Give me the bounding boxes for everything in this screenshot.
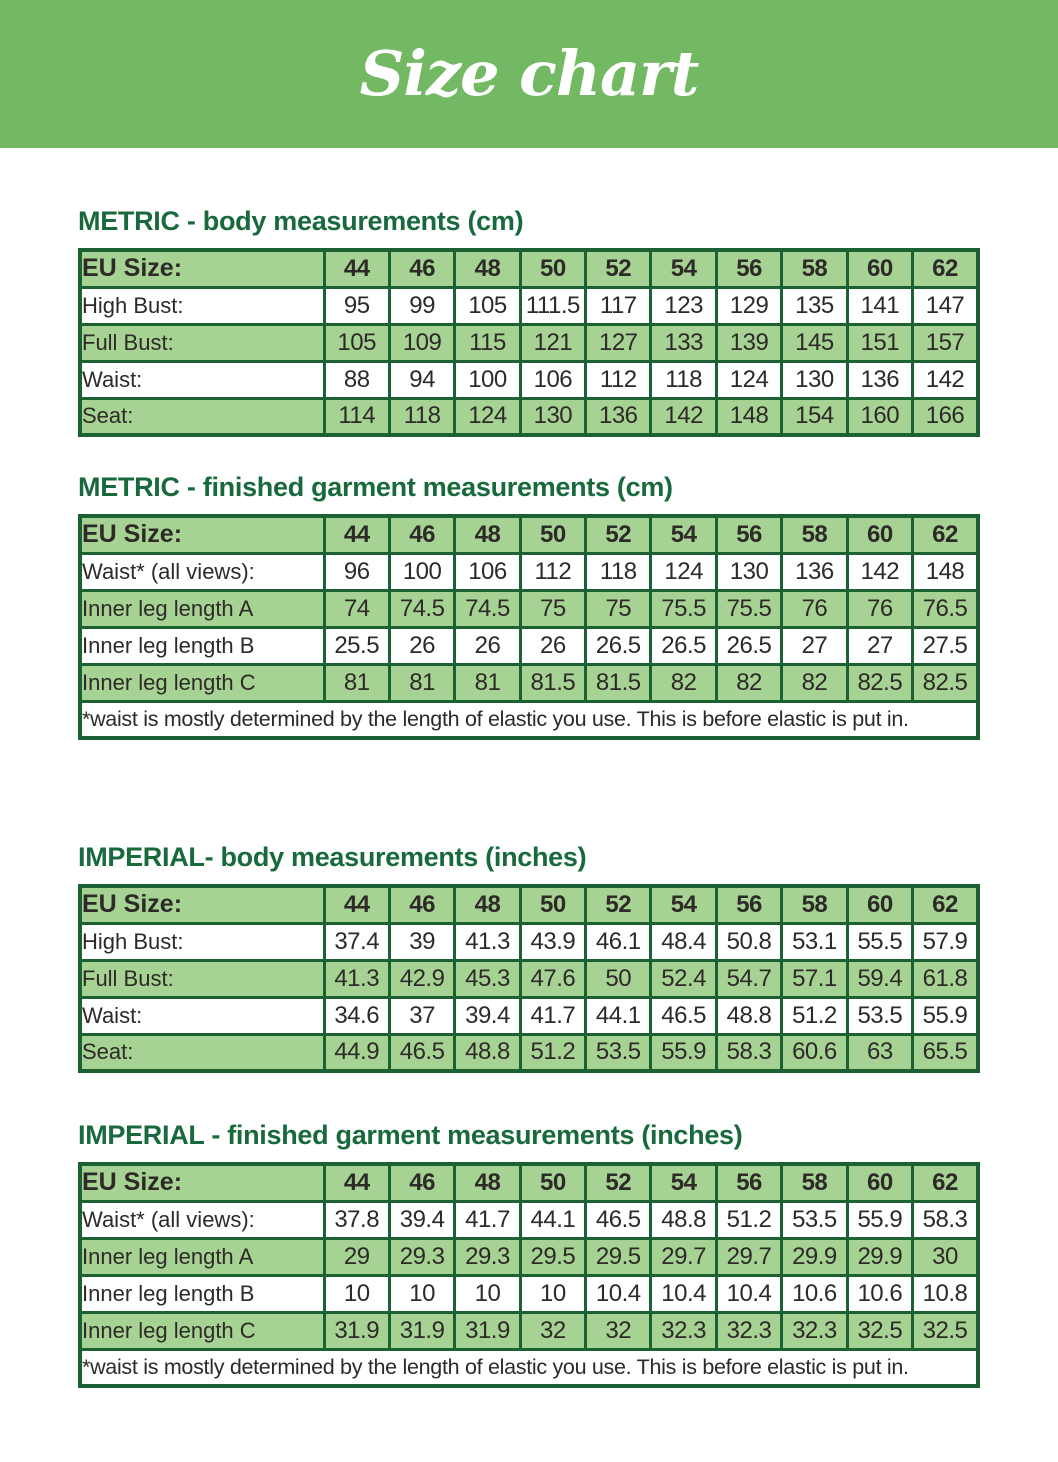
eu-size-value: 58 — [782, 250, 847, 287]
measurement-value: 32 — [586, 1312, 651, 1349]
measurement-value: 114 — [324, 398, 389, 435]
eu-size-value: 60 — [847, 516, 912, 553]
eu-size-value: 62 — [913, 886, 978, 923]
measurement-value: 10 — [324, 1275, 389, 1312]
measurement-row-label: Full Bust: — [80, 960, 324, 997]
eu-size-value: 50 — [520, 1164, 585, 1201]
header-banner — [0, 0, 1058, 148]
eu-size-value: 54 — [651, 250, 716, 287]
measurement-value: 123 — [651, 287, 716, 324]
measurement-value: 29.7 — [716, 1238, 781, 1275]
footnote-text: *waist is mostly determined by the length of elastic you use. This is before elastic is put in. — [80, 1349, 978, 1386]
measurement-value: 76 — [782, 590, 847, 627]
measurement-value: 76 — [847, 590, 912, 627]
measurement-row-label: Full Bust: — [80, 324, 324, 361]
measurement-value: 145 — [782, 324, 847, 361]
measurement-value: 10.6 — [782, 1275, 847, 1312]
measurement-value: 46.5 — [586, 1201, 651, 1238]
table-metric-body — [78, 248, 980, 437]
section-title-imperial-body: IMPERIAL- body measurements (inches) — [78, 842, 587, 872]
eu-size-value: 48 — [455, 516, 520, 553]
measurement-value: 29.9 — [782, 1238, 847, 1275]
measurement-row — [80, 1312, 978, 1349]
measurement-value: 57.9 — [913, 923, 978, 960]
measurement-value: 26.5 — [651, 627, 716, 664]
section-metric-garment — [78, 471, 980, 740]
measurement-value: 57.1 — [782, 960, 847, 997]
eu-size-label: EU Size: — [80, 516, 324, 553]
measurement-value: 44.9 — [324, 1034, 389, 1071]
measurement-value: 127 — [586, 324, 651, 361]
measurement-row — [80, 960, 978, 997]
measurement-row — [80, 553, 978, 590]
measurement-value: 129 — [716, 287, 781, 324]
measurement-value: 32 — [520, 1312, 585, 1349]
measurement-value: 100 — [389, 553, 454, 590]
table-imperial-garment — [78, 1162, 980, 1388]
eu-size-value: 56 — [716, 886, 781, 923]
measurement-value: 81 — [324, 664, 389, 701]
measurement-row — [80, 324, 978, 361]
measurement-row-label: Seat: — [80, 1034, 324, 1071]
measurement-value: 111.5 — [520, 287, 585, 324]
measurement-value: 82 — [716, 664, 781, 701]
section-imperial-body — [78, 841, 980, 1073]
eu-size-value: 46 — [389, 1164, 454, 1201]
measurement-row-label: Seat: — [80, 398, 324, 435]
measurement-row — [80, 590, 978, 627]
measurement-row-label: Waist: — [80, 997, 324, 1034]
measurement-value: 147 — [913, 287, 978, 324]
eu-size-value: 44 — [324, 1164, 389, 1201]
eu-size-value: 60 — [847, 1164, 912, 1201]
measurement-value: 10 — [455, 1275, 520, 1312]
measurement-value: 41.3 — [455, 923, 520, 960]
measurement-value: 105 — [455, 287, 520, 324]
measurement-row-label: Waist* (all views): — [80, 1201, 324, 1238]
measurement-value: 30 — [913, 1238, 978, 1275]
measurement-value: 55.9 — [913, 997, 978, 1034]
eu-size-value: 44 — [324, 886, 389, 923]
eu-size-header-row — [80, 886, 978, 923]
measurement-value: 142 — [847, 553, 912, 590]
measurement-value: 82 — [782, 664, 847, 701]
measurement-value: 46.5 — [651, 997, 716, 1034]
measurement-row-label: Inner leg length A — [80, 1238, 324, 1275]
measurement-value: 112 — [520, 553, 585, 590]
measurement-value: 130 — [716, 553, 781, 590]
measurement-value: 95 — [324, 287, 389, 324]
measurement-row-label: Waist: — [80, 361, 324, 398]
eu-size-value: 60 — [847, 886, 912, 923]
eu-size-value: 56 — [716, 516, 781, 553]
eu-size-value: 46 — [389, 886, 454, 923]
measurement-value: 26 — [389, 627, 454, 664]
measurement-value: 37 — [389, 997, 454, 1034]
section-metric-body — [78, 205, 980, 437]
measurement-value: 50 — [586, 960, 651, 997]
measurement-value: 148 — [913, 553, 978, 590]
measurement-value: 133 — [651, 324, 716, 361]
table-metric-garment — [78, 514, 980, 740]
measurement-value: 32.3 — [782, 1312, 847, 1349]
measurement-value: 58.3 — [913, 1201, 978, 1238]
measurement-value: 10.4 — [586, 1275, 651, 1312]
measurement-value: 142 — [913, 361, 978, 398]
measurement-value: 32.3 — [716, 1312, 781, 1349]
measurement-value: 27 — [847, 627, 912, 664]
measurement-value: 105 — [324, 324, 389, 361]
measurement-value: 99 — [389, 287, 454, 324]
eu-size-value: 56 — [716, 250, 781, 287]
measurement-row-label: Inner leg length C — [80, 1312, 324, 1349]
table-imperial-body — [78, 884, 980, 1073]
measurement-value: 29.3 — [455, 1238, 520, 1275]
measurement-value: 59.4 — [847, 960, 912, 997]
section-imperial-garment — [78, 1119, 980, 1388]
measurement-value: 135 — [782, 287, 847, 324]
measurement-value: 29.7 — [651, 1238, 716, 1275]
eu-size-value: 44 — [324, 250, 389, 287]
measurement-value: 29.9 — [847, 1238, 912, 1275]
measurement-value: 46.1 — [586, 923, 651, 960]
measurement-value: 48.8 — [716, 997, 781, 1034]
measurement-row — [80, 923, 978, 960]
measurement-value: 53.5 — [586, 1034, 651, 1071]
eu-size-value: 62 — [913, 516, 978, 553]
measurement-value: 26.5 — [586, 627, 651, 664]
measurement-value: 10.8 — [913, 1275, 978, 1312]
eu-size-value: 50 — [520, 516, 585, 553]
measurement-row — [80, 664, 978, 701]
measurement-value: 55.9 — [651, 1034, 716, 1071]
measurement-value: 61.8 — [913, 960, 978, 997]
measurement-value: 151 — [847, 324, 912, 361]
eu-size-value: 58 — [782, 886, 847, 923]
measurement-value: 106 — [455, 553, 520, 590]
section-title-imperial-garment: IMPERIAL - finished garment measurements (inches) — [78, 1120, 743, 1150]
footnote-row — [80, 701, 978, 738]
measurement-value: 27.5 — [913, 627, 978, 664]
measurement-value: 81 — [455, 664, 520, 701]
measurement-value: 32.5 — [847, 1312, 912, 1349]
measurement-value: 81.5 — [520, 664, 585, 701]
measurement-value: 39.4 — [389, 1201, 454, 1238]
measurement-value: 136 — [847, 361, 912, 398]
measurement-value: 115 — [455, 324, 520, 361]
measurement-value: 124 — [455, 398, 520, 435]
measurement-value: 10.4 — [651, 1275, 716, 1312]
measurement-value: 50.8 — [716, 923, 781, 960]
measurement-value: 118 — [389, 398, 454, 435]
measurement-value: 130 — [782, 361, 847, 398]
eu-size-value: 50 — [520, 250, 585, 287]
measurement-value: 75 — [520, 590, 585, 627]
measurement-value: 157 — [913, 324, 978, 361]
measurement-value: 42.9 — [389, 960, 454, 997]
measurement-value: 63 — [847, 1034, 912, 1071]
measurement-value: 37.8 — [324, 1201, 389, 1238]
eu-size-label: EU Size: — [80, 1164, 324, 1201]
measurement-row — [80, 398, 978, 435]
measurement-value: 26 — [455, 627, 520, 664]
measurement-value: 48.8 — [651, 1201, 716, 1238]
eu-size-value: 62 — [913, 250, 978, 287]
eu-size-value: 54 — [651, 1164, 716, 1201]
measurement-value: 55.5 — [847, 923, 912, 960]
eu-size-value: 52 — [586, 516, 651, 553]
eu-size-value: 52 — [586, 250, 651, 287]
measurement-value: 130 — [520, 398, 585, 435]
eu-size-value: 56 — [716, 1164, 781, 1201]
measurement-value: 75.5 — [651, 590, 716, 627]
measurement-value: 118 — [586, 553, 651, 590]
eu-size-value: 62 — [913, 1164, 978, 1201]
measurement-value: 51.2 — [782, 997, 847, 1034]
measurement-value: 26 — [520, 627, 585, 664]
measurement-row — [80, 1275, 978, 1312]
measurement-value: 39.4 — [455, 997, 520, 1034]
measurement-value: 88 — [324, 361, 389, 398]
eu-size-value: 46 — [389, 516, 454, 553]
measurement-value: 32.5 — [913, 1312, 978, 1349]
measurement-value: 106 — [520, 361, 585, 398]
measurement-value: 139 — [716, 324, 781, 361]
measurement-value: 41.7 — [520, 997, 585, 1034]
measurement-row-label: Waist* (all views): — [80, 553, 324, 590]
measurement-value: 82 — [651, 664, 716, 701]
measurement-value: 29.5 — [586, 1238, 651, 1275]
eu-size-label: EU Size: — [80, 250, 324, 287]
measurement-value: 31.9 — [389, 1312, 454, 1349]
section-title-metric-garment: METRIC - finished garment measurements (cm) — [78, 472, 673, 502]
measurement-value: 154 — [782, 398, 847, 435]
measurement-row — [80, 997, 978, 1034]
measurement-value: 65.5 — [913, 1034, 978, 1071]
measurement-value: 43.9 — [520, 923, 585, 960]
measurement-value: 58.3 — [716, 1034, 781, 1071]
measurement-row — [80, 361, 978, 398]
measurement-value: 26.5 — [716, 627, 781, 664]
measurement-value: 142 — [651, 398, 716, 435]
eu-size-value: 60 — [847, 250, 912, 287]
measurement-value: 51.2 — [520, 1034, 585, 1071]
measurement-value: 118 — [651, 361, 716, 398]
measurement-value: 44.1 — [520, 1201, 585, 1238]
measurement-value: 10 — [389, 1275, 454, 1312]
measurement-value: 41.3 — [324, 960, 389, 997]
eu-size-label: EU Size: — [80, 886, 324, 923]
measurement-value: 109 — [389, 324, 454, 361]
eu-size-value: 50 — [520, 886, 585, 923]
measurement-row — [80, 1034, 978, 1071]
eu-size-value: 58 — [782, 516, 847, 553]
page-title: Size chart — [359, 37, 699, 110]
measurement-row-label: High Bust: — [80, 923, 324, 960]
measurement-value: 124 — [651, 553, 716, 590]
measurement-value: 121 — [520, 324, 585, 361]
measurement-value: 74.5 — [455, 590, 520, 627]
measurement-value: 53.5 — [782, 1201, 847, 1238]
measurement-value: 55.9 — [847, 1201, 912, 1238]
eu-size-value: 54 — [651, 516, 716, 553]
measurement-value: 148 — [716, 398, 781, 435]
measurement-value: 100 — [455, 361, 520, 398]
measurement-value: 141 — [847, 287, 912, 324]
measurement-value: 29.5 — [520, 1238, 585, 1275]
measurement-value: 136 — [586, 398, 651, 435]
measurement-value: 39 — [389, 923, 454, 960]
measurement-value: 48.8 — [455, 1034, 520, 1071]
measurement-value: 75.5 — [716, 590, 781, 627]
measurement-value: 81.5 — [586, 664, 651, 701]
measurement-value: 10.4 — [716, 1275, 781, 1312]
eu-size-value: 48 — [455, 1164, 520, 1201]
measurement-value: 74.5 — [389, 590, 454, 627]
measurement-value: 53.5 — [847, 997, 912, 1034]
measurement-value: 31.9 — [324, 1312, 389, 1349]
measurement-value: 48.4 — [651, 923, 716, 960]
measurement-value: 75 — [586, 590, 651, 627]
measurement-value: 81 — [389, 664, 454, 701]
measurement-value: 160 — [847, 398, 912, 435]
measurement-value: 29.3 — [389, 1238, 454, 1275]
measurement-value: 46.5 — [389, 1034, 454, 1071]
eu-size-value: 46 — [389, 250, 454, 287]
measurement-value: 44.1 — [586, 997, 651, 1034]
measurement-value: 27 — [782, 627, 847, 664]
footnote-text: *waist is mostly determined by the length of elastic you use. This is before elastic is put in. — [80, 701, 978, 738]
measurement-row — [80, 1238, 978, 1275]
measurement-value: 54.7 — [716, 960, 781, 997]
footnote-row — [80, 1349, 978, 1386]
measurement-value: 53.1 — [782, 923, 847, 960]
measurement-value: 31.9 — [455, 1312, 520, 1349]
eu-size-value: 52 — [586, 886, 651, 923]
measurement-value: 112 — [586, 361, 651, 398]
measurement-value: 45.3 — [455, 960, 520, 997]
measurement-row — [80, 627, 978, 664]
eu-size-value: 48 — [455, 886, 520, 923]
eu-size-header-row — [80, 1164, 978, 1201]
measurement-row — [80, 1201, 978, 1238]
measurement-value: 82.5 — [847, 664, 912, 701]
measurement-row-label: Inner leg length A — [80, 590, 324, 627]
measurement-value: 96 — [324, 553, 389, 590]
measurement-value: 166 — [913, 398, 978, 435]
measurement-value: 76.5 — [913, 590, 978, 627]
measurement-value: 52.4 — [651, 960, 716, 997]
eu-size-value: 54 — [651, 886, 716, 923]
measurement-value: 94 — [389, 361, 454, 398]
measurement-value: 41.7 — [455, 1201, 520, 1238]
measurement-value: 34.6 — [324, 997, 389, 1034]
eu-size-value: 48 — [455, 250, 520, 287]
measurement-value: 10.6 — [847, 1275, 912, 1312]
measurement-value: 74 — [324, 590, 389, 627]
eu-size-header-row — [80, 250, 978, 287]
eu-size-header-row — [80, 516, 978, 553]
measurement-value: 117 — [586, 287, 651, 324]
eu-size-value: 58 — [782, 1164, 847, 1201]
measurement-row-label: High Bust: — [80, 287, 324, 324]
measurement-row-label: Inner leg length B — [80, 627, 324, 664]
measurement-value: 37.4 — [324, 923, 389, 960]
measurement-row-label: Inner leg length B — [80, 1275, 324, 1312]
section-title-metric-body: METRIC - body measurements (cm) — [78, 206, 524, 236]
measurement-row — [80, 287, 978, 324]
measurement-value: 51.2 — [716, 1201, 781, 1238]
measurement-value: 25.5 — [324, 627, 389, 664]
measurement-value: 29 — [324, 1238, 389, 1275]
measurement-row-label: Inner leg length C — [80, 664, 324, 701]
eu-size-value: 44 — [324, 516, 389, 553]
measurement-value: 136 — [782, 553, 847, 590]
eu-size-value: 52 — [586, 1164, 651, 1201]
measurement-value: 10 — [520, 1275, 585, 1312]
measurement-value: 82.5 — [913, 664, 978, 701]
measurement-value: 60.6 — [782, 1034, 847, 1071]
measurement-value: 47.6 — [520, 960, 585, 997]
measurement-value: 124 — [716, 361, 781, 398]
measurement-value: 32.3 — [651, 1312, 716, 1349]
